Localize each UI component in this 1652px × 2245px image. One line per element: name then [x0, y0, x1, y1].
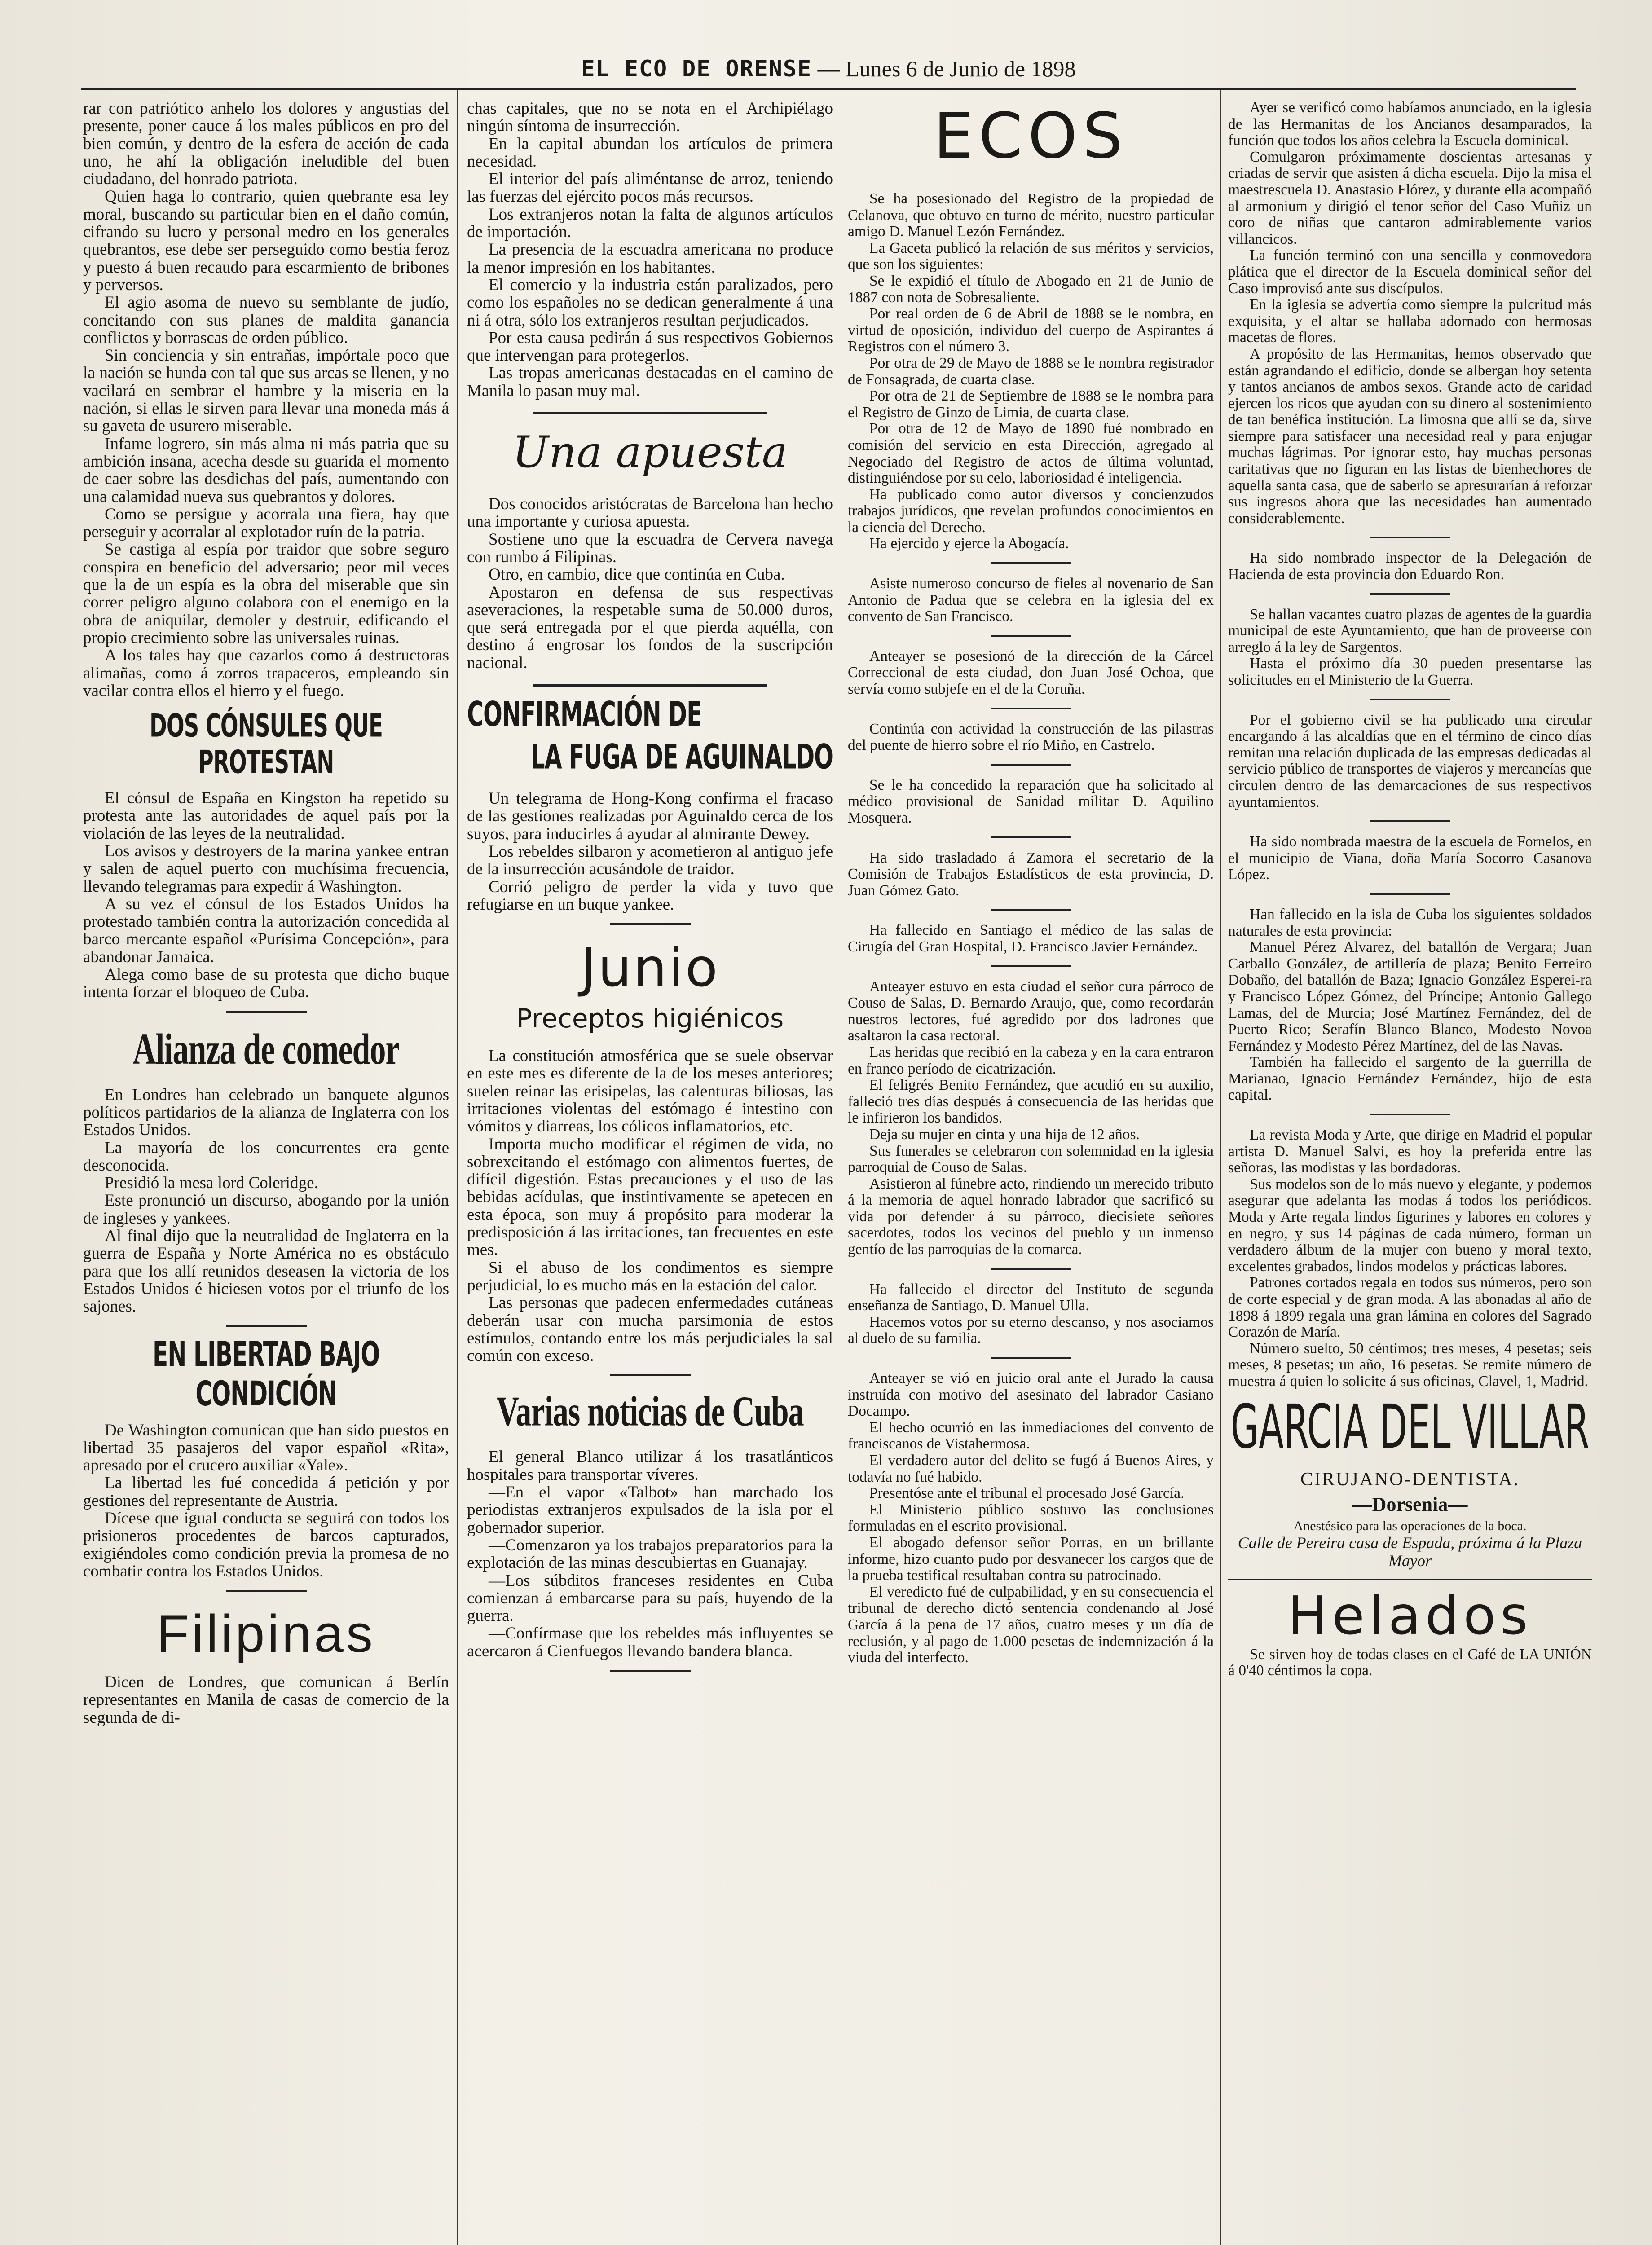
news-paragraph: Ha fallecido en Santiago el médico de las salas de Cirugía del Gran Hospital, D. Francisco Javier Fernández. — [848, 922, 1214, 955]
column-separator — [457, 90, 458, 2245]
divider — [226, 1011, 307, 1013]
headline-alianza: Alianza de comedor — [132, 1025, 400, 1074]
article-paragraph: Alega como base de su protesta que dicho buque intenta forzar el bloqueo de Cuba. — [83, 965, 449, 1002]
news-paragraph: Ha sido nombrada maestra de la escuela de Fornelos, en el municipio de Viana, doña María Socorro Casanova López. — [1228, 833, 1592, 883]
article-paragraph: chas capitales, que no se nota en el Archipiélago ningún síntoma de insurrección. — [467, 100, 833, 136]
article-paragraph: —En el vapor «Talbot» han marchado los periodistas extranjeros expulsados de la isla por el gobernador superior. — [467, 1483, 833, 1537]
news-paragraph: Número suelto, 50 céntimos; tres meses, 4 pesetas; seis meses, 8 pesetas; un año, 16 pesetas. Se remite número de muestra á quien lo solicite á sus oficinas, Clavel, 1, Madrid. — [1228, 1340, 1592, 1390]
news-paragraph: Ha sido trasladado á Zamora el secretario de la Comisión de Trabajos Estadísticos de esta provincia, D. Juan Gómez Gato. — [848, 849, 1214, 899]
news-paragraph: Por otra de 12 de Mayo de 1890 fué nombrado en comisión del servicio en esta Dirección, agregado al Negociado del Registro de actos de última voluntad, distinguiéndose por su celo, laboriosidad é inteligencia. — [848, 420, 1214, 487]
article-paragraph: Las tropas americanas destacadas en el camino de Manila lo pasan muy mal. — [467, 364, 833, 400]
divider — [610, 1670, 691, 1672]
article-paragraph: El cónsul de España en Kingston ha repetido su protesta ante las autoridades de aquel país por la violación de las leyes de la neutralidad. — [83, 789, 449, 843]
divider — [1370, 893, 1450, 895]
divider — [226, 1590, 307, 1592]
article-paragraph: Los extranjeros notan la falta de algunos artículos de importación. — [467, 205, 833, 242]
news-paragraph: También ha fallecido el sargento de la guerrilla de Marianao, Ignacio Fernández Fernández, hijo de esta capital. — [1228, 1054, 1592, 1104]
article-paragraph: Otro, en cambio, dice que continúa en Cuba. — [489, 565, 785, 584]
ad-note: Anestésico para las operaciones de la boca. — [1293, 1518, 1527, 1533]
column-separator — [1220, 90, 1221, 2245]
news-paragraph: Asiste numeroso concurso de fieles al novenario de San Antonio de Padua que se celebra en la iglesia del ex convento de San Francisco. — [848, 575, 1214, 625]
news-paragraph: Anteayer se posesionó de la dirección de la Cárcel Correccional de esta ciudad, don Juan José Ochoa, que servía como subjefe en el de la Coruña. — [848, 647, 1214, 698]
news-paragraph: Comulgaron próximamente doscientas artesanas y criadas de servir que asisten á dicha escuela. Dijo la misa el maestrescuela D. Anastasio Flórez, y durante ella acompañó al armonium y dirigió el tenor señor del Caso Muñiz un coro de niñas que cantaron admirablemente varios villancicos. — [1228, 148, 1592, 247]
subheadline-preceptos: Preceptos higiénicos — [516, 1003, 784, 1034]
news-paragraph: La Gaceta publicó la relación de sus méritos y servicios, que son los siguientes: — [848, 239, 1214, 273]
news-paragraph: Patrones cortados regala en todos sus números, pero son de corte especial y de gran moda. A las abonadas al año de 1898 á 1899 regala una gran lámina en colores del Sagrado Corazón de María. — [1228, 1274, 1592, 1341]
article-paragraph: Por esta causa pedirán á sus respectivos Gobiernos que intervengan para protegerlos. — [467, 328, 833, 365]
article-paragraph: rar con patriótico anhelo los dolores y angustias del presente, poner cauce á los males públicos en pro del bien común, y dentro de la esfera de acción de cada uno, he ahí la obligación ineludible del buen ciudadano, del honrado patriota. — [83, 100, 449, 189]
article-paragraph: A su vez el cónsul de los Estados Unidos ha protestado también contra la autorización concedida al barco mercante español «Purísima Concepción», para abandonar Jamaica. — [83, 894, 449, 966]
article-paragraph: El general Blanco utilizar á los trasatlánticos hospitales para transportar víveres. — [467, 1448, 833, 1484]
divider — [991, 708, 1071, 709]
article-paragraph: Los avisos y destroyers de la marina yankee entran y salen de aquel puerto con muchísima frecuencia, llevando telegramas para expedir á Washington. — [83, 841, 449, 896]
column-2 — [467, 100, 833, 2245]
article-paragraph: El agio asoma de nuevo su semblante de judío, concitando con sus planes de maldita ganancia conflictos y borrascas de orden público. — [83, 293, 449, 347]
news-paragraph: Hasta el próximo día 30 pueden presentarse las solicitudes en el Ministerio de la Guerra. — [1228, 655, 1592, 688]
headline-libertad: EN LIBERTAD BAJO CONDICIÓN — [152, 1334, 380, 1414]
news-paragraph: Se ha posesionado del Registro de la propiedad de Celanova, que obtuvo en turno de mérito, nuestro particular amigo D. Manuel Lezón Fernández. — [848, 190, 1214, 240]
article-paragraph: Dicen de Londres, que comunican á Berlín representantes en Manila de casas de comercio de la segunda de di- — [83, 1673, 449, 1727]
column-1 — [83, 100, 449, 2245]
divider — [991, 965, 1071, 967]
article-paragraph: Sostiene uno que la escuadra de Cervera navega con rumbo á Filipinas. — [467, 530, 833, 566]
news-paragraph: La función terminó con una sencilla y conmovedora plática que el director de la Escuela dominical señor del Caso improvisó ante sus discípulos. — [1228, 247, 1592, 297]
article-paragraph: —Los súbditos franceses residentes en Cuba comienzan á embarcarse para su país, huyendo de la guerra. — [467, 1571, 833, 1625]
divider — [610, 923, 691, 925]
article-paragraph: Infame logrero, sin más alma ni más patria que su ambición insana, acecha desde su guarida el momento de caer sobre las desdichas del país, aumentando con una calamidad nueva sus quebrantos y dolores. — [83, 434, 449, 506]
news-paragraph: La revista Moda y Arte, que dirige en Madrid el popular artista D. Manuel Salvi, es hoy la preferida entre las señoras, las modistas y las bordadoras. — [1228, 1127, 1592, 1176]
headline-filipinas: Filipinas — [157, 1604, 375, 1664]
article-paragraph: Como se persigue y acorrala una fiera, hay que perseguir y acorralar al explotador ruín de la patria. — [83, 505, 449, 541]
news-paragraph: Anteayer estuvo en esta ciudad el señor cura párroco de Couso de Salas, D. Bernardo Araujo, que, como recordarán nuestros lectores, fué agredido por dos ladrones que asaltaron la casa rectoral. — [848, 978, 1214, 1044]
article-paragraph: Sin conciencia y sin entrañas, impórtale poco que la nación se hunda con tal que sus arcas se llenen, y no vacilará en sembrar el hambre y la miseria en la nación, si ellas le sirven para llevar una moneda más á su gaveta de usurero miserable. — [83, 346, 449, 436]
divider — [226, 1325, 307, 1327]
article-paragraph: Corrió peligro de perder la vida y tuvo que refugiarse en un buque yankee. — [467, 877, 833, 914]
news-paragraph: Ha fallecido el director del Instituto de segunda enseñanza de Santiago, D. Manuel Ulla. — [848, 1281, 1214, 1314]
divider — [991, 836, 1071, 838]
news-paragraph: Las heridas que recibió en la cabeza y en la cara entraron en franco período de cicatrización. — [848, 1043, 1214, 1077]
article-paragraph: Importa mucho modificar el régimen de vida, no sobrexcitando el estómago con alimentos fuertes, de difícil digestión. Estas precauciones y el uso de las bebidas acídulas, que instintivamente se apetecen en esta época, son muy á propósito para moderar la predisposición á las irritaciones, tan frecuentes en este mes. — [467, 1135, 833, 1259]
news-paragraph: Asistieron al fúnebre acto, rindiendo un merecido tributo á la memoria de aquel honrado labrador que sacrificó su vida por defender á su párroco, diecisiete señores sacerdotes, todos los vecinos del pueblo y un inmenso gentío de las parroquias de la comarca. — [848, 1175, 1214, 1258]
divider — [610, 1374, 691, 1376]
ad-text: Se sirven hoy de todas clases en el Café de LA UNIÓN á 0'40 céntimos la copa. — [1228, 1646, 1592, 1679]
article-paragraph: Las personas que padecen enfermedades cutáneas deberán usar con mucha parsimonia de estos estímulos, contando entre los más perjudiciales la sal común con exceso. — [467, 1294, 833, 1365]
news-paragraph: El abogado defensor señor Porras, en un brillante informe, hizo cuanto pudo por desvanecer los cargos que de la prueba testifical resultaban contra su patrocinado. — [848, 1534, 1214, 1584]
news-paragraph: Se le expidió el título de Abogado en 21 de Junio de 1887 con nota de Sobresaliente. — [848, 272, 1214, 306]
article-paragraph: Los rebeldes silbaron y acometieron al antiguo jefe de la insurrección acusándole de traidor. — [467, 842, 833, 879]
article-paragraph: Apostaron en defensa de sus respectivas aseveraciones, la respetable suma de 50.000 duros, que será entregada por el que pierda aquélla, con destino á engrosar los fondos de la suscripción nacional. — [467, 583, 833, 672]
article-paragraph: Un telegrama de Hong-Kong confirma el fracaso de las gestiones realizadas por Aguinaldo cerca de los suyos, para inducirles á ayudar al almirante Dewey. — [467, 789, 833, 843]
dentist-advertisement — [1228, 1391, 1592, 1570]
news-paragraph: En la iglesia se advertía como siempre la pulcritud más exquisita, y el altar se hallaba adornado con hermosas macetas de flores. — [1228, 296, 1592, 346]
news-paragraph: Continúa con actividad la construcción de las pilastras del puente de hierro sobre el río Miño, en Castrelo. — [848, 720, 1214, 754]
news-paragraph: Sus funerales se celebraron con solemnidad en la iglesia parroquial de Couso de Salas. — [848, 1142, 1214, 1176]
article-paragraph: Dícese que igual conducta se seguirá con todos los prisioneros procedentes de barcos capturados, exigiéndoles como condición previa la promesa de no combatir contra los Estados Unidos. — [83, 1509, 449, 1580]
divider — [991, 635, 1071, 637]
news-paragraph: Ha publicado como autor diversos y concienzudos trabajos jurídicos, que revelan profundos conocimientos en la ciencia del Derecho. — [848, 486, 1214, 536]
divider — [1370, 593, 1450, 595]
ad-name: Helados — [1287, 1584, 1533, 1646]
news-paragraph: El Ministerio público sostuvo las conclusiones formuladas en el escrito provisional. — [848, 1501, 1214, 1535]
article-paragraph: La libertad les fué concedida á petición y por gestiones del representante de Austria. — [83, 1474, 449, 1510]
news-paragraph: Se le ha concedido la reparación que ha solicitado al médico provisional de Sanidad militar D. Aquilino Mosquera. — [848, 776, 1214, 826]
headline-dos-consules: DOS CÓNSULES QUE PROTESTAN — [150, 708, 383, 781]
divider — [991, 1268, 1071, 1270]
article-paragraph: La mayoría de los concurrentes era gente desconocida. — [83, 1138, 449, 1175]
news-paragraph: El hecho ocurrió en las inmediaciones del convento de franciscanos de Vistahermosa. — [848, 1419, 1214, 1453]
news-paragraph: Por el gobierno civil se ha publicado una circular encargando á las alcaldías que en el término de cinco días remitan una relación duplicada de las empresas dedicadas al servicio público de transportes de viajeros y mercancías que circulen dentro de las demarcaciones de sus respectivos ayuntamientos. — [1228, 711, 1592, 810]
article-paragraph: A los tales hay que cazarlos como á destructoras alimañas, como á zorros trapaceros, empleando sin vacilar contra ellos el hierro y el fuego. — [83, 646, 449, 700]
news-paragraph: Por otra de 21 de Septiembre de 1888 se le nombra para el Registro de Ginzo de Limia, de cuarta clase. — [848, 387, 1214, 421]
masthead-rule — [81, 88, 1576, 90]
news-paragraph: Se hallan vacantes cuatro plazas de agentes de la guardia municipal de este Ayuntamiento, que han de proveerse con arreglo á la ley de Sargentos. — [1228, 606, 1592, 656]
helados-advertisement — [1228, 1579, 1592, 1679]
news-paragraph: Presentóse ante el tribunal el procesado José García. — [869, 1485, 1185, 1502]
news-paragraph: El verdadero autor del delito se fugó á Buenos Aires, y todavía no fué habido. — [848, 1452, 1214, 1485]
news-paragraph: Por otra de 29 de Mayo de 1888 se le nombra registrador de Fonsagrada, de cuarta clase. — [848, 354, 1214, 388]
paper-title: EL ECO DE ORENSE — [581, 56, 812, 82]
divider — [1370, 537, 1450, 538]
divider — [1370, 1114, 1450, 1115]
article-paragraph: Al final dijo que la neutralidad de Inglaterra en la guerra de España y Norte América no es obstáculo para que los allí reunidos deseasen la victoria de los Estados Unidos é hiciesen votos por el triunfo de los sajones. — [83, 1227, 449, 1316]
news-paragraph: El feligrés Benito Fernández, que acudió en su auxilio, falleció tres días después á consecuencia de las heridas que le infirieron los bandidos. — [848, 1077, 1214, 1127]
article-paragraph: En la capital abundan los artículos de primera necesidad. — [467, 134, 833, 171]
divider — [533, 684, 767, 687]
article-paragraph: Dos conocidos aristócratas de Barcelona han hecho una importante y curiosa apuesta. — [467, 495, 833, 531]
divider — [991, 909, 1071, 911]
news-paragraph: Por real orden de 6 de Abril de 1888 se le nombra, en virtud de oposición, individuo del cuerpo de Aspirantes á Registros con el número 3. — [848, 305, 1214, 355]
article-paragraph: —Comenzaron ya los trabajos preparatorios para la explotación de las minas descubiertas en Guanajay. — [467, 1536, 833, 1572]
divider — [991, 562, 1071, 564]
news-paragraph: Ayer se verificó como habíamos anunciado, en la iglesia de las Hermanitas de los Ancianos desamparados, la función que todos los años celebra la Escuela dominical. — [1228, 100, 1592, 149]
ad-name: GARCIA DEL VILLAR — [1230, 1391, 1590, 1462]
headline-varias: Varias noticias de Cuba — [496, 1388, 804, 1435]
ad-product: —Dorsenia— — [1352, 1493, 1468, 1515]
article-paragraph: La constitución atmosférica que se suele observar en este mes es diferente de la de los meses anteriores; suelen reinar las erisipelas, las calenturas biliosas, las irritaciones violentas del estómago é intestino con vómitos y diarreas, los cólicos inflamatorios, etc. — [467, 1047, 833, 1136]
issue-date: — Lunes 6 de Junio de 1898 — [817, 56, 1076, 81]
news-paragraph: A propósito de las Hermanitas, hemos observado que están agrandando el edificio, donde se albergan hoy setenta y tantos ancianos de ambos sexos. Grande acto de caridad ejercen los ricos que ayudan con su dinero al sostenimiento de tan benéfica institución. La limosna que allí se da, sirve siempre para satisfacer una necesidad real y para enjugar muchas lágrimas. Por ignorar esto, hay muchas personas caritativas que no figuran en las listas de bienhechores de aquella santa casa, que de saberlo se apresurarían á reforzar sus ingresos ahora que las necesidades han aumentado considerablemente. — [1228, 345, 1592, 527]
news-paragraph: Ha sido nombrado inspector de la Delegación de Hacienda de esta provincia don Eduardo Ron. — [1228, 550, 1592, 583]
headline-apuesta: Una apuesta — [512, 427, 788, 478]
article-paragraph: El interior del país aliméntanse de arroz, teniendo las fuerzas del ejército pocos más recursos. — [467, 170, 833, 206]
news-paragraph: Deja su mujer en cinta y una hija de 12 años. — [869, 1126, 1140, 1143]
article-paragraph: Este pronunció un discurso, abogando por la unión de ingleses y yankees. — [83, 1191, 449, 1228]
column-separator — [838, 90, 839, 2245]
article-paragraph: Si el abuso de los condimentos es siempre perjudicial, lo es mucho más en la estación del calor. — [467, 1258, 833, 1294]
article-paragraph: Se castiga al espía por traidor que sobre seguro conspira en beneficio del adversario; peor mil veces que la de un espía es la obra del miserable que sin correr peligro alguno colabora con el enemigo en la obra de aniquilar, demoler y destruir, edificando el propio crecimiento sobre las universales ruinas. — [83, 540, 449, 647]
headline-confirmacion: CONFIRMACIÓN DE LA FUGA DE AGUINALDO — [467, 695, 833, 777]
headline-ecos: ECOS — [933, 100, 1128, 173]
news-paragraph: El veredicto fué de culpabilidad, y en su consecuencia el tribunal de derecho dictó sentencia condenando al José García á la pena de 17 años, cuatro meses y un día de reclusión, y al pago de 1.000 pesetas de indemnización á la viuda del interfecto. — [848, 1583, 1214, 1666]
article-paragraph: —Confírmase que los rebeldes más influyentes se acercaron á Cienfuegos llevando bandera blanca. — [467, 1624, 833, 1660]
news-paragraph: Hacemos votos por su eterno descanso, y nos asociamos al duelo de su familia. — [848, 1313, 1214, 1347]
column-4 — [1228, 100, 1592, 2245]
news-paragraph: Ha ejercido y ejerce la Abogacía. — [869, 535, 1069, 552]
news-paragraph: Anteayer se vió en juicio oral ante el Jurado la causa instruída con motivo del asesinato del labrador Casiano Docampo. — [848, 1370, 1214, 1420]
article-paragraph: La presencia de la escuadra americana no produce la menor impresión en los habitantes. — [467, 240, 833, 277]
news-paragraph: Manuel Pérez Alvarez, del batallón de Vergara; Juan Carballo González, de artillería de plaza; Benito Ferreiro Dobaño, del batallón de Baza; Ignacio González Esperei-ra y Francisco López Gómez, del Príncipe; Antonio Gallego Lamas, del de Murcia; José Martínez Fernández, del de Puerto Rico; Serafín Blanco Blanco, Modesto Novoa Fernández y Modesto Pérez Martínez, del de las Navas. — [1228, 939, 1592, 1054]
article-paragraph: De Washington comunican que han sido puestos en libertad 35 pasajeros del vapor español «Rita», apresado por el crucero auxiliar «Yale». — [83, 1421, 449, 1475]
article-paragraph: Presidió la mesa lord Coleridge. — [105, 1174, 318, 1193]
divider — [1370, 699, 1450, 700]
news-paragraph: Sus modelos son de lo más nuevo y elegante, y podemos asegurar que adelanta las modas á todos los periódicos. Moda y Arte regala lindos figurines y labores en colores y en negro, y sus 14 páginas de cada número, forman un verdadero álbum de la mujer con bueno y moral texto, excelentes grabados, lindos modelos y prácticas labores. — [1228, 1175, 1592, 1275]
ad-role: CIRUJANO-DENTISTA. — [1300, 1469, 1520, 1490]
article-paragraph: El comercio y la industria están paralizados, pero como los españoles no se dedican generalmente á una ni á otra, sólo los extranjeros resultan perjudicados. — [467, 275, 833, 330]
headline-junio: Junio — [580, 937, 720, 999]
divider — [533, 412, 767, 414]
ad-address: Calle de Pereira casa de Espada, próxima á la Plaza Mayor — [1238, 1533, 1582, 1570]
article-paragraph: En Londres han celebrado un banquete algunos políticos partidarios de la alianza de Inglaterra con los Estados Unidos. — [83, 1085, 449, 1140]
article-paragraph: Quien haga lo contrario, quien quebrante esa ley moral, buscando su particular bien en el daño común, cifrando su lucro y personal medro en los generales quebrantos, ese debe ser perseguido como bestia feroz y puesto á buen recaudo para escarmiento de bribones y perversos. — [83, 187, 449, 294]
divider — [991, 764, 1071, 766]
column-3 — [848, 100, 1214, 2245]
news-paragraph: Han fallecido en la isla de Cuba los siguientes soldados naturales de esta provincia: — [1228, 906, 1592, 939]
divider — [1370, 820, 1450, 822]
masthead — [81, 53, 1576, 84]
divider — [991, 1357, 1071, 1359]
